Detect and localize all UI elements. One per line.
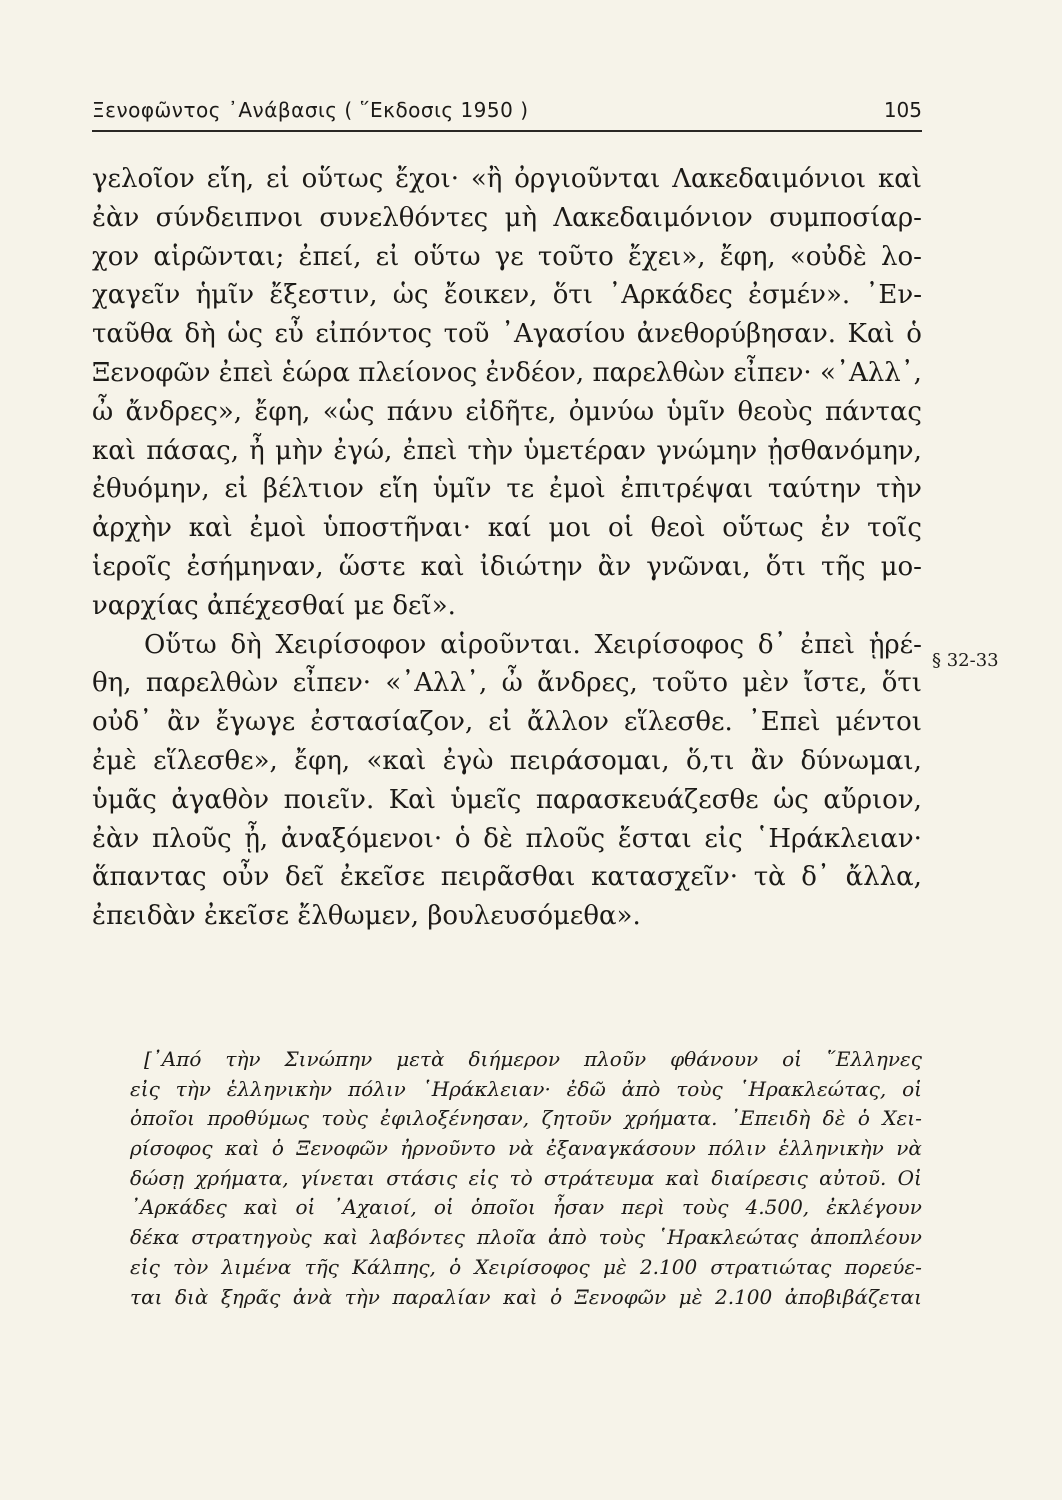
main-text-word: ἐνδέον, — [485, 357, 585, 388]
main-text-word: ἰδιώτην — [479, 551, 583, 582]
footnote-word: ξηρᾶς — [220, 1284, 281, 1309]
main-text-word: χον — [92, 241, 140, 272]
footnote-line — [130, 1045, 922, 1075]
footnote-word: Ξενοφῶν — [574, 1284, 667, 1309]
main-text-word: μοι — [548, 513, 592, 544]
footnote-word: ῞Ελληνες — [825, 1047, 922, 1071]
main-text-word: ἔγωγε — [215, 707, 296, 738]
footnote-line — [130, 1223, 922, 1253]
footnote-word: τὸ — [509, 1165, 533, 1190]
main-text-word: καὶ — [188, 513, 233, 544]
main-text-word: ἱεροῖς — [92, 551, 172, 582]
footnote-word: γίνεται — [299, 1165, 375, 1190]
main-text-word: ἔξεστιν, — [269, 280, 378, 311]
footnote-word: 4.500, — [745, 1195, 810, 1220]
footnote-word: λιμένα — [221, 1254, 292, 1279]
main-text-word: ποιεῖν. — [283, 784, 375, 815]
footnote-word: καὶ — [224, 1136, 260, 1161]
main-text-word: συμποσίαρ- — [769, 202, 922, 233]
main-text-word: ὁ — [906, 319, 922, 350]
main-text-word: οὖν — [222, 862, 270, 893]
main-text-word: ἐγὼ — [442, 745, 494, 776]
footnote-word: Χειρίσοφος — [474, 1254, 590, 1279]
main-text-word: «ὡς — [322, 396, 375, 427]
main-text-line — [92, 858, 922, 897]
footnote-word: καὶ — [323, 1225, 359, 1250]
footnote-word: ἠρνοῦντο — [400, 1136, 496, 1161]
footnote-word: πλοῖα — [476, 1225, 537, 1250]
main-text-line — [92, 393, 922, 432]
main-text-word: ἀναξόμενοι· — [280, 823, 443, 854]
main-text-word: Καὶ — [388, 784, 436, 815]
main-text-word: τὴν — [467, 435, 514, 466]
footnote-word: νὰ — [508, 1136, 534, 1161]
main-text-word: τοῦτο — [652, 668, 729, 699]
main-text-word: εἰ — [266, 164, 290, 194]
main-text-word: εἴη — [378, 474, 418, 505]
main-text-word: ἐὰν — [92, 823, 140, 854]
main-text-word: ὅ,τι — [685, 745, 735, 776]
main-text-text: ἐπειδὰν ἐκεῖσε ἔλθωμεν, βουλευσόμεθα». — [92, 901, 641, 932]
footnote-word: ὁ — [857, 1106, 870, 1131]
main-text-word: ἐν — [820, 513, 851, 544]
footnote-word: ἐφιλοξένησαν, — [380, 1106, 530, 1131]
main-text-line — [92, 160, 922, 199]
main-text-word: οὕτως — [301, 164, 384, 194]
main-text-word: ἄνδρες», — [125, 396, 243, 427]
main-text-word: ἔφη, — [254, 396, 311, 427]
main-text-word: οὕτως — [722, 513, 804, 544]
main-text-word: ἡμῖν — [195, 280, 255, 311]
footnote-word: τὴν — [344, 1284, 380, 1309]
footnote-word: ὁποῖοι — [130, 1106, 195, 1131]
main-text-word: αἱρῶνται; — [153, 241, 285, 272]
main-text-word: τε — [506, 474, 535, 505]
footnote-word: ῾Ηρακλεώτας, — [738, 1076, 887, 1101]
footnote-word: εἰς — [130, 1076, 160, 1101]
main-text-word: εἰ — [224, 474, 249, 505]
main-text-word: ἐπεὶ — [402, 435, 458, 466]
main-text-word: ὡς — [392, 280, 429, 311]
main-text-word: ἐπεὶ — [800, 629, 856, 660]
main-text-word: ἂν — [750, 745, 785, 776]
main-text-word: ἔφη, — [294, 745, 351, 776]
main-text-word: ἐμοὶ — [549, 474, 606, 505]
main-text-word: ὁ — [454, 823, 471, 854]
main-text-word: ᾐσθανόμην, — [767, 435, 922, 466]
main-text-word: ὥστε — [338, 551, 406, 582]
footnote-word: δέκα — [130, 1225, 180, 1250]
main-text-word: ἐπεὶ — [218, 357, 274, 388]
main-text-word: ἂν — [597, 551, 632, 582]
footnote-word: ἑλληνικὴν — [226, 1076, 333, 1101]
main-text-line — [92, 276, 922, 315]
main-text-word: εἰς — [704, 823, 743, 854]
footnote-word: ῾Ηρακλεώτας — [657, 1225, 799, 1250]
footnote-word: στρατιώτας — [710, 1254, 832, 1279]
main-text-line — [92, 548, 922, 587]
main-text-word: εἶπεν· — [733, 357, 812, 388]
main-text-word: δὴ — [184, 319, 216, 350]
main-text-word: δὴ — [230, 629, 262, 660]
footnote-word: εἰς — [130, 1254, 160, 1279]
main-text-word: εὖ — [274, 319, 304, 350]
main-text-word: ᾿Αρκάδες — [608, 280, 733, 311]
main-text-word: αἱροῦνται. — [440, 629, 581, 660]
main-text-word: εἵλεσθε. — [624, 707, 733, 738]
footnote-word: τὴν — [225, 1047, 261, 1071]
main-text-word: τοῦτο — [537, 241, 614, 272]
main-text-word: σύνδειπνοι — [155, 202, 304, 233]
main-text-word: οὐδ᾿ — [92, 707, 153, 738]
main-text-word: ἔφη, — [719, 241, 776, 272]
footnote-word: στάσις — [386, 1165, 458, 1190]
footnote-word: μετὰ — [396, 1047, 445, 1071]
footnote-word: οἱ — [782, 1047, 802, 1071]
main-text-word: ὅτι — [552, 280, 593, 311]
footnote-word: μὲ — [678, 1284, 703, 1309]
page-number: 105 — [883, 98, 922, 122]
main-text-word: ἀνεθορύβησαν. — [636, 319, 837, 350]
section-marker: § 32-33 — [932, 650, 999, 671]
main-text-line — [92, 199, 922, 238]
footnote-word: εἰς — [468, 1165, 499, 1190]
footnote-word: ἐδῶ — [566, 1076, 606, 1101]
main-text-word: οἱ — [607, 513, 634, 544]
footnote-word: τῆς — [304, 1254, 339, 1279]
main-text-word: παρελθὼν — [145, 668, 279, 699]
footnote-word: ρίσοφος — [130, 1136, 213, 1161]
footnote-word: τοὺς — [598, 1225, 646, 1250]
footnote-word: ᾿Αρκάδες — [130, 1195, 227, 1220]
main-text-word: πάσας, — [146, 435, 239, 466]
main-text-word: δεῖ — [285, 862, 325, 893]
main-text-word: χαγεῖν — [92, 280, 181, 311]
main-text-word: τὰ — [753, 862, 786, 893]
main-text-word: καί — [487, 513, 532, 544]
footnote-word: δὲ — [822, 1106, 846, 1131]
main-text-word: ὑμῖν — [432, 474, 492, 505]
footnote-word: ὁ — [550, 1284, 563, 1309]
main-text-word: ἔσται — [617, 823, 692, 854]
main-text-line — [92, 470, 922, 509]
main-text-word: Λακεδαιμόνιοι — [672, 164, 867, 194]
main-text-word: πάνυ — [386, 396, 454, 427]
footnote-word: Ξενοφῶν — [296, 1136, 388, 1161]
main-text-word: Ξενοφῶν — [92, 357, 211, 388]
main-text-word: πειρᾶσθαι — [440, 862, 576, 893]
footnote-summary — [130, 1045, 922, 1312]
footnote-line — [130, 1283, 922, 1313]
main-text-word: Λακεδαιμόνιον — [553, 202, 753, 233]
main-text-word: «ἢ — [470, 164, 503, 194]
main-text-word: δὲ — [483, 823, 513, 854]
main-text-word: ὡς — [227, 319, 263, 350]
footnote-word: ὁποῖοι — [470, 1195, 536, 1220]
main-text-line — [92, 664, 922, 703]
footnote-word: 2.100 — [714, 1284, 773, 1309]
main-text-word: ταύτην — [767, 474, 862, 505]
main-text-word: ὑμᾶς — [92, 784, 157, 815]
footnote-word: πλοῦν — [583, 1047, 647, 1071]
footnote-word: προθύμως — [207, 1106, 310, 1131]
footnote-word: καὶ — [503, 1284, 538, 1309]
footnote-word: ᾿Αχαιοί, — [332, 1195, 417, 1220]
footnote-word: στράτευμα — [543, 1165, 655, 1190]
main-text-word: εἰδῆτε, — [465, 396, 557, 427]
main-text-word: Χειρίσοφος — [594, 629, 745, 660]
footnote-word: ἐξαναγκάσουν — [546, 1136, 696, 1161]
footnote-word: μὲ — [602, 1254, 627, 1279]
main-text-word: ἐσμέν». — [748, 280, 851, 311]
main-text-word: δ᾿ — [757, 629, 787, 660]
main-text-word: ὅτι — [765, 551, 806, 582]
main-text-word: τῆς — [821, 551, 866, 582]
main-text-word: πάντας — [825, 396, 922, 427]
footnote-word: ἀποπλέουν — [810, 1225, 922, 1250]
main-text-word: εἰ — [375, 241, 400, 272]
main-text-word: τοῖς — [867, 513, 922, 544]
main-text-word: καὶ — [92, 435, 137, 466]
footnote-word: διὰ — [174, 1284, 209, 1309]
main-text-word: κατασχεῖν· — [591, 862, 739, 893]
main-text-word: συνελθόντες — [319, 202, 489, 233]
main-text-word: πλοῦς — [152, 823, 232, 854]
footnote-word: ἀπὸ — [548, 1225, 587, 1250]
main-text-word: ἐθυόμην, — [92, 474, 210, 505]
footnote-word: ἀποβιβάζεται — [784, 1284, 922, 1309]
footnote-word: ἐκλέγουν — [826, 1195, 922, 1220]
main-text-word: δύνωμαι, — [800, 745, 922, 776]
main-text-line — [92, 626, 922, 665]
main-text-word: ὑμετέραν — [523, 435, 647, 466]
main-text-word: μὲν — [742, 668, 790, 699]
footnote-word: νὰ — [896, 1136, 922, 1161]
footnote-word: πόλιν — [347, 1076, 406, 1101]
footnote-word: ται — [130, 1284, 163, 1309]
main-text-word: αὔριον, — [823, 784, 922, 815]
main-text-word: ὀμνύω — [568, 396, 655, 427]
footnote-word: περὶ — [621, 1195, 665, 1220]
footnote-line — [130, 1193, 922, 1223]
main-text-word: ἂν — [167, 707, 201, 738]
main-text-word: Καὶ — [847, 319, 895, 350]
main-text-word: ἐπεί, — [298, 241, 362, 272]
main-text-word: ὅτι — [881, 668, 922, 699]
main-text-word: ἔοικεν, — [443, 280, 538, 311]
main-text-word: «καὶ — [366, 745, 427, 776]
main-text-word: καὶ — [420, 551, 465, 582]
main-text-line — [92, 432, 922, 471]
main-text-word: μέντοι — [835, 707, 922, 738]
main-text-line — [92, 897, 922, 936]
footnote-word: πορεύε- — [844, 1254, 922, 1279]
main-text-word: ἐγώ, — [333, 435, 393, 466]
footnote-word: ῾Ηράκλειαν· — [421, 1076, 551, 1101]
main-text-word: τὴν — [876, 474, 922, 505]
main-text-word: θεοὺς — [737, 396, 813, 427]
footnote-word: ζητοῦν — [541, 1106, 612, 1131]
main-text-word: ἔχει», — [627, 241, 706, 272]
main-text-word: καὶ — [877, 164, 922, 194]
footnote-word: ἀνὰ — [292, 1284, 333, 1309]
main-text-word: θη, — [92, 668, 132, 699]
footnote-line — [130, 1164, 922, 1194]
main-text-word: εἰπόντος — [315, 319, 433, 350]
main-text-word: ἐὰν — [92, 202, 140, 233]
main-text-word: μο- — [880, 551, 922, 582]
footnote-word: τοὺς — [676, 1076, 723, 1101]
footnote-word: διαίρεσις — [711, 1165, 808, 1190]
main-text-word: γνῶναι, — [646, 551, 751, 582]
footnote-word: ᾿Επειδὴ — [729, 1106, 811, 1131]
main-text-word: ἐστασίαζον, — [310, 707, 474, 738]
main-text-word: ἑώρα — [281, 357, 350, 388]
main-text-line — [92, 742, 922, 781]
main-text-word: πλοῦς — [525, 823, 606, 854]
main-text-word: ὑμεῖς — [450, 784, 522, 815]
main-text-word: εἰ — [488, 707, 512, 738]
footnote-line — [130, 1104, 922, 1134]
main-text-word: ἐκεῖσε — [339, 862, 426, 893]
footnote-word: καὶ — [243, 1195, 279, 1220]
main-text-word: ἄλλα, — [845, 862, 922, 893]
main-text-word: εἶπεν· — [292, 668, 372, 699]
main-text-word: ἐπιτρέψαι — [620, 474, 754, 505]
footnote-word: χρήματα. — [624, 1106, 718, 1131]
footnote-word: τοὺς — [681, 1195, 729, 1220]
main-text-word: ἐμὲ — [92, 745, 137, 776]
footnote-word: χρήματα, — [195, 1165, 289, 1190]
running-header-title: Ξενοφῶντος ᾿Ανάβασις ( ῞Εκδοσις 1950 ) — [92, 98, 529, 122]
main-text-word: ᾿Εν- — [865, 280, 922, 311]
footnote-word: δώσῃ — [130, 1165, 184, 1190]
footnote-word: [᾿Από — [144, 1047, 202, 1071]
main-text-word: «οὐδὲ — [789, 241, 867, 272]
main-text-word: θεοὶ — [650, 513, 706, 544]
main-text-line — [92, 315, 922, 354]
footnote-word: τὸν — [173, 1254, 209, 1279]
main-text-word: ἴστε, — [803, 668, 868, 699]
main-text-word: βέλτιον — [262, 474, 364, 505]
main-text-text: ναρχίας ἀπέχεσθαί με δεῖ». — [92, 590, 456, 621]
main-text-line — [92, 587, 922, 626]
main-text-word: πειράσομαι, — [509, 745, 670, 776]
main-text-word: ταῦθα — [92, 319, 173, 350]
footnote-word: διήμερον — [468, 1047, 561, 1071]
main-text-word: «᾿Αλλ᾿, — [385, 668, 488, 699]
main-text-word: ἀγαθὸν — [171, 784, 270, 815]
footnote-word: τὴν — [175, 1076, 211, 1101]
main-text-word: γε — [494, 241, 524, 272]
footnote-word: φθάνουν — [670, 1047, 759, 1071]
footnote-line — [130, 1075, 922, 1105]
footnote-word: 2.100 — [639, 1254, 698, 1279]
main-text-word: οὕτω — [413, 241, 481, 272]
main-text-word: μὴν — [274, 435, 324, 466]
footnote-line — [130, 1134, 922, 1164]
main-text-line — [92, 703, 922, 742]
footnote-word: πόλιν — [708, 1136, 767, 1161]
main-text-word: ἅπαντας — [92, 862, 207, 893]
main-text-body — [92, 160, 922, 936]
main-text-word: «᾿Αλλ᾿, — [820, 357, 922, 388]
main-text-word: ὡς — [773, 784, 809, 815]
main-text-line — [92, 820, 922, 859]
footnote-word: Χει- — [882, 1106, 922, 1131]
main-text-word: εἴη, — [206, 164, 255, 194]
footnote-word: ὁ — [271, 1136, 284, 1161]
main-text-word: ἐμοὶ — [249, 513, 307, 544]
main-text-word: ᾖ, — [244, 823, 269, 854]
main-text-word: ὀργιοῦνται — [514, 164, 661, 194]
main-text-word: ᾑρέ- — [868, 629, 922, 660]
main-text-word: εἵλεσθε», — [153, 745, 278, 776]
footnote-word: καὶ — [665, 1165, 701, 1190]
main-text-line — [92, 354, 922, 393]
main-text-word: ἐσήμηναν, — [186, 551, 324, 582]
footnote-word: οἱ — [902, 1076, 922, 1101]
main-text-word: δ᾿ — [801, 862, 830, 893]
main-text-word: ᾿Αγασίου — [501, 319, 626, 350]
footnote-word: οἱ — [295, 1195, 316, 1220]
footnote-word: οἱ — [433, 1195, 454, 1220]
footnote-word: ἀπὸ — [621, 1076, 661, 1101]
main-text-word: ὑποστῆναι· — [322, 513, 471, 544]
footnote-line — [130, 1253, 922, 1283]
footnote-word: τοὺς — [321, 1106, 368, 1131]
footnote-word: Κάλπης, — [352, 1254, 436, 1279]
main-text-line — [92, 781, 922, 820]
main-text-word: ὦ — [92, 396, 114, 427]
footnote-word: παραλίαν — [392, 1284, 491, 1309]
main-text-word: πλείονος — [358, 357, 478, 388]
main-text-word: ὦ — [501, 668, 523, 699]
main-text-word: ἄνδρες, — [537, 668, 638, 699]
main-text-word: γελοῖον — [92, 164, 195, 194]
footnote-word: ὁ — [449, 1254, 462, 1279]
footnote-word: ἑλληνικὴν — [778, 1136, 884, 1161]
main-text-word: μὴ — [504, 202, 538, 233]
main-text-word: Χειρίσοφον — [275, 629, 427, 660]
footnote-word: ἦσαν — [552, 1195, 605, 1220]
main-text-word: παρελθὼν — [592, 357, 726, 388]
main-text-word: Οὕτω — [144, 629, 217, 660]
main-text-word: ἦ — [249, 435, 265, 466]
header-rule — [92, 130, 922, 132]
footnote-word: Σινώπην — [284, 1047, 373, 1071]
footnote-word: λαβόντες — [370, 1225, 465, 1250]
main-text-line — [92, 509, 922, 548]
main-text-word: ῾Ηράκλειαν· — [755, 823, 922, 854]
main-text-word: ἀρχὴν — [92, 513, 172, 544]
main-text-word: παρασκευάζεσθε — [535, 784, 759, 815]
footnote-word: Οἱ — [897, 1165, 922, 1190]
main-text-line — [92, 238, 922, 277]
main-text-word: τοῦ — [443, 319, 490, 350]
main-text-word: ἔχοι· — [395, 164, 459, 194]
main-text-word: λο- — [881, 241, 922, 272]
footnote-word: αὐτοῦ. — [819, 1165, 887, 1190]
main-text-word: ὑμῖν — [666, 396, 726, 427]
footnote-word: στρατηγοὺς — [191, 1225, 312, 1250]
main-text-word: ἄλλον — [527, 707, 609, 738]
main-text-word: ᾿Επεὶ — [747, 707, 821, 738]
main-text-word: γνώμην — [656, 435, 758, 466]
